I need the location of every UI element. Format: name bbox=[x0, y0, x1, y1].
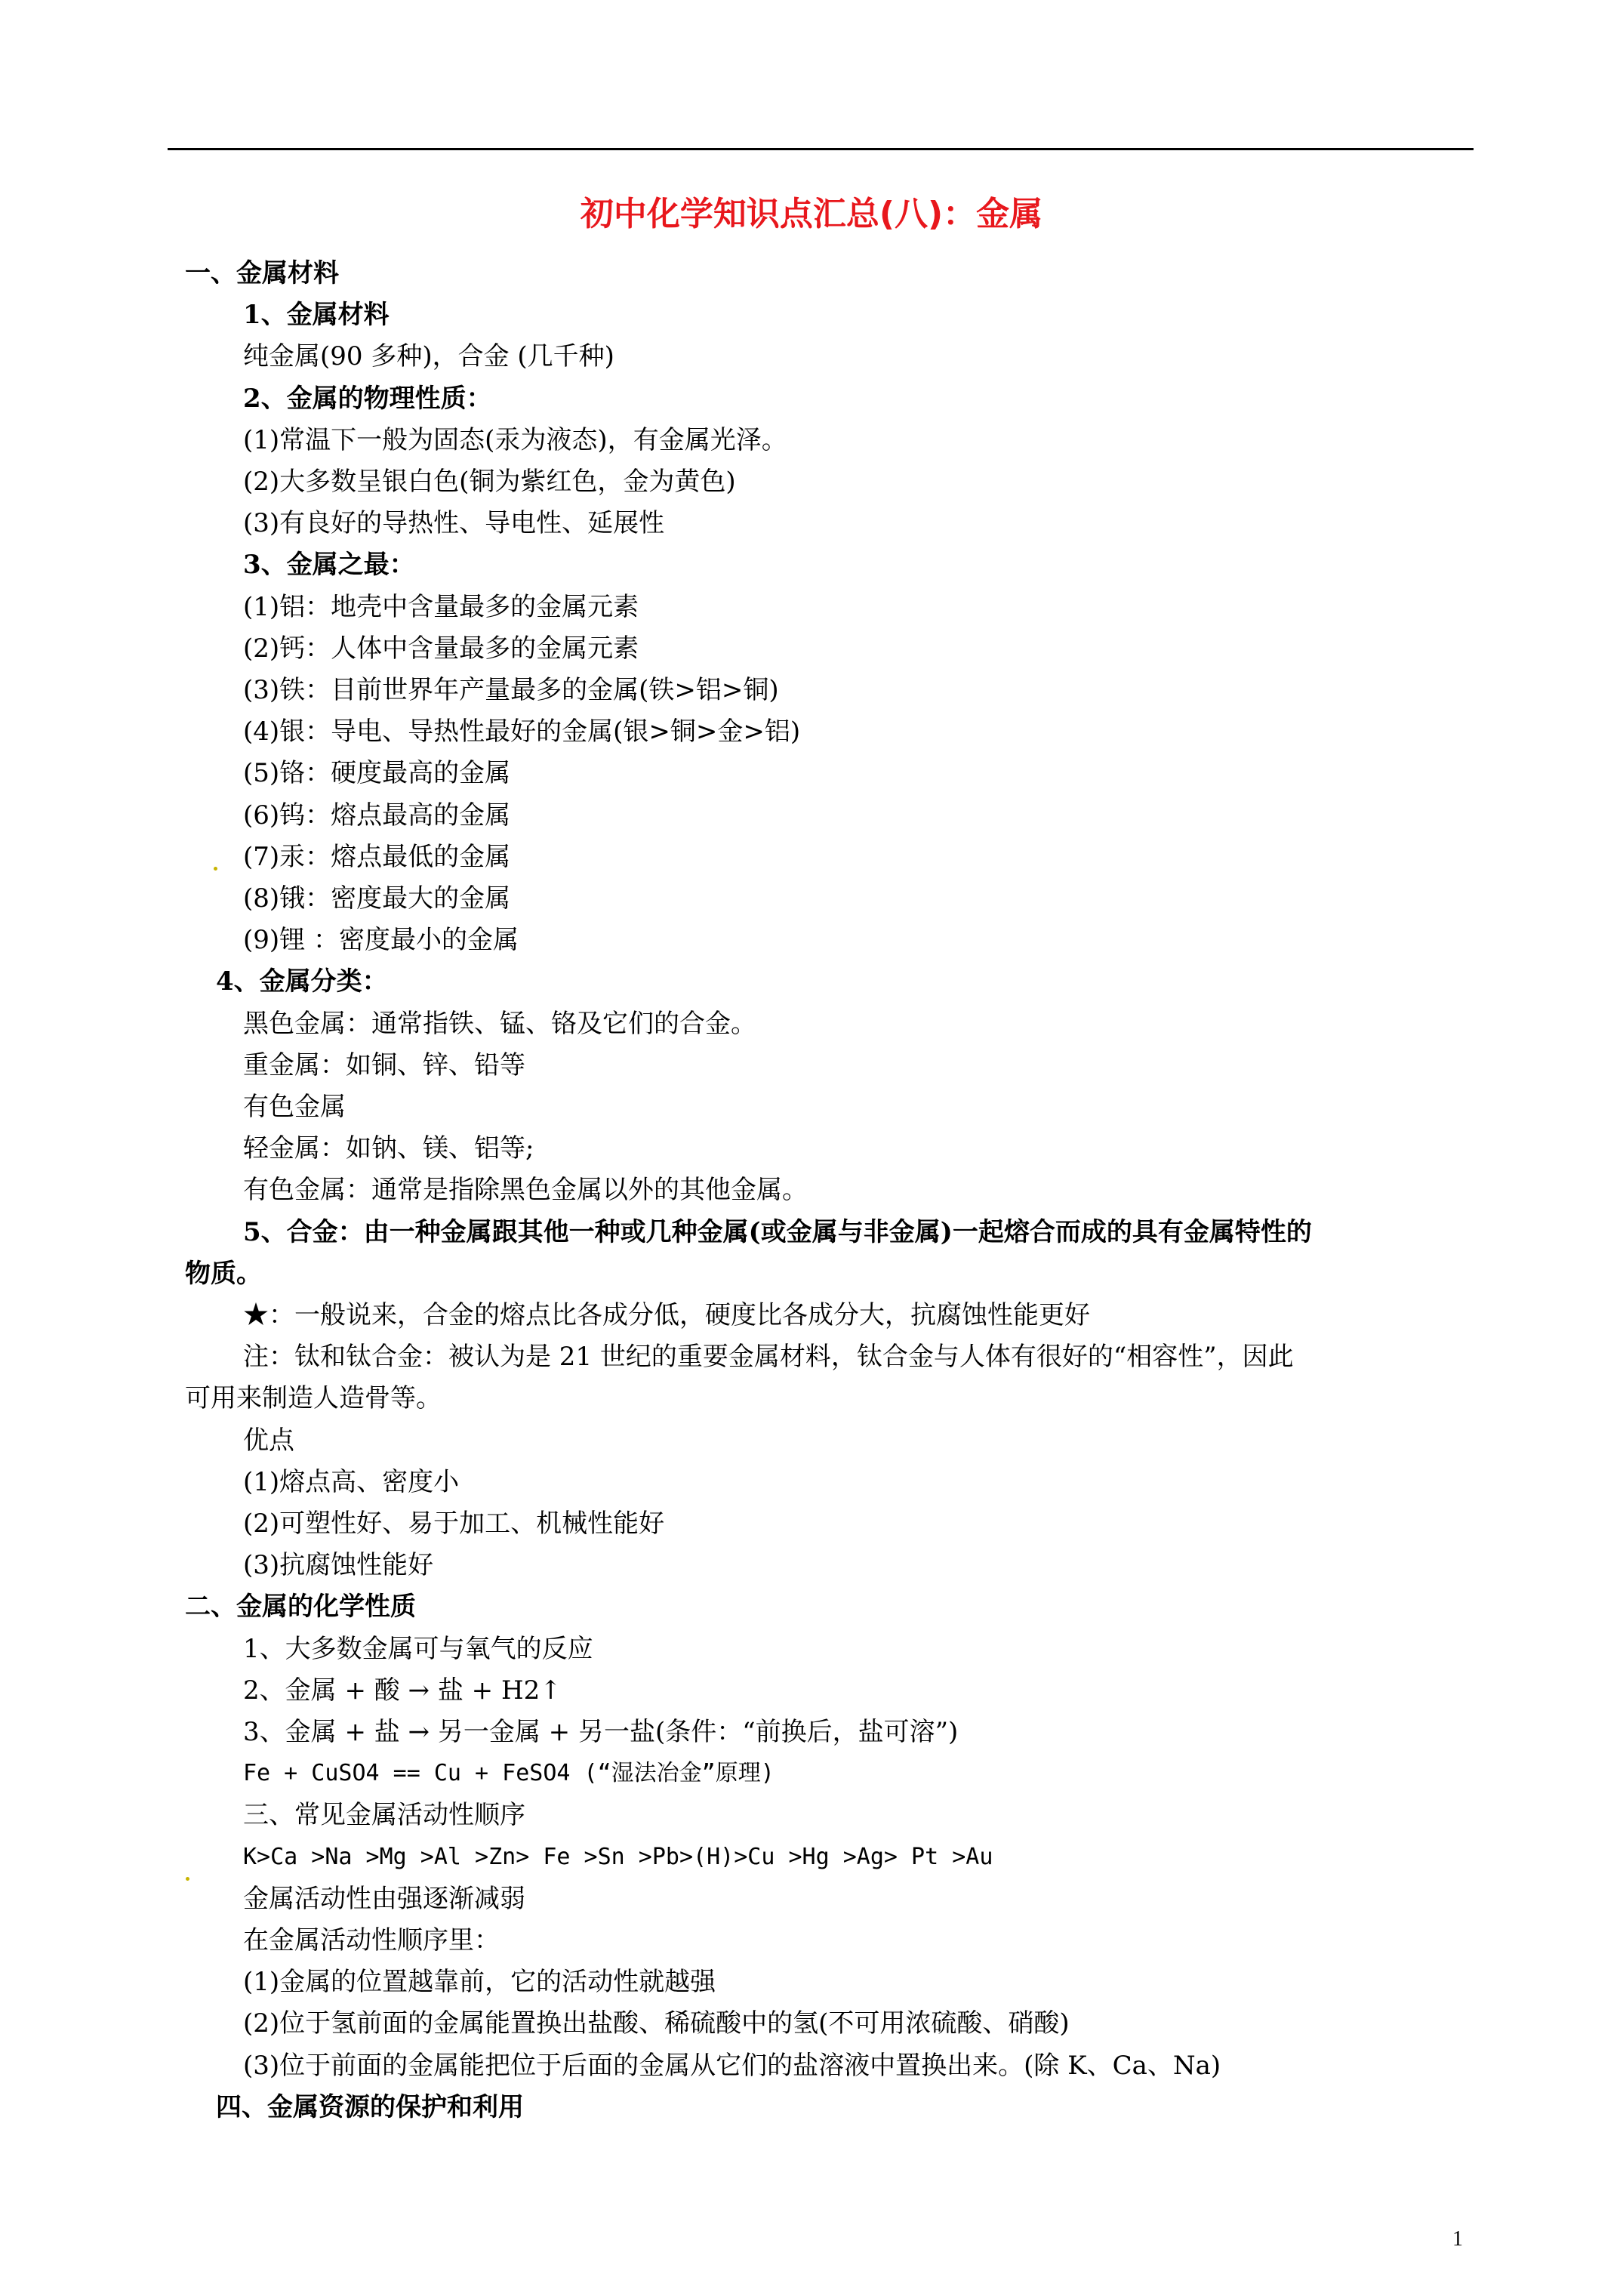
text-line: 2、金属 + 酸 → 盐 + H2↑ bbox=[243, 1675, 562, 1706]
text-line: 2、金属的物理性质： bbox=[243, 384, 492, 414]
text-line: 轻金属：如钠、镁、铝等; bbox=[243, 1133, 534, 1163]
text-line: 在金属活动性顺序里： bbox=[243, 1925, 500, 1955]
text-line: 1、金属材料 bbox=[243, 300, 390, 330]
text-line: 三、常见金属活动性顺序 bbox=[243, 1800, 525, 1830]
text-line: (3)位于前面的金属能把位于后面的金属从它们的盐溶液中置换出来。(除 K、Ca、Na) bbox=[243, 2051, 1221, 2081]
text-line: (7)汞：熔点最低的金属 bbox=[243, 842, 511, 872]
scan-dot bbox=[186, 1877, 189, 1881]
text-line: 注：钛和钛合金：被认为是 21 世纪的重要金属材料，钛合金与人体有很好的“相容性”，因此 bbox=[243, 1342, 1294, 1372]
text-line: (9)锂 ：密度最小的金属 bbox=[243, 925, 519, 955]
text-line: 3、金属 + 盐 → 另一金属 + 另一盐(条件：“前换后，盐可溶”) bbox=[243, 1717, 959, 1747]
text-line: (5)铬：硬度最高的金属 bbox=[243, 758, 511, 788]
text-line: 可用来制造人造骨等。 bbox=[185, 1383, 442, 1413]
text-line: 纯金属(90 多种)，合金 (几千种) bbox=[243, 341, 614, 371]
text-line: K>Ca >Na >Mg >Al >Zn> Fe >Sn >Pb>(H)>Cu >Hg >Ag> Pt >Au bbox=[243, 1844, 993, 1870]
text-line: 有色金属：通常是指除黑色金属以外的其他金属。 bbox=[243, 1175, 808, 1205]
text-line: (8)锇：密度最大的金属 bbox=[243, 883, 511, 914]
page-number: 1 bbox=[1452, 2227, 1463, 2251]
text-line: 金属活动性由强逐渐减弱 bbox=[243, 1884, 525, 1914]
scan-dot bbox=[214, 867, 217, 871]
page-title: 初中化学知识点汇总(八)：金属 bbox=[580, 195, 1043, 233]
text-line: (4)银：导电、导热性最好的金属(银>铜>金>铝) bbox=[243, 717, 801, 747]
text-line: (1)金属的位置越靠前，它的活动性就越强 bbox=[243, 1967, 716, 1997]
text-line: (3)抗腐蚀性能好 bbox=[243, 1550, 434, 1580]
text-line: 3、金属之最： bbox=[243, 550, 415, 580]
text-line: (2)可塑性好、易于加工、机械性能好 bbox=[243, 1509, 665, 1539]
text-line: (3)有良好的导热性、导电性、延展性 bbox=[243, 508, 665, 538]
text-line: (1)熔点高、密度小 bbox=[243, 1467, 460, 1497]
text-line: (2)钙：人体中含量最多的金属元素 bbox=[243, 633, 639, 664]
text-line: (2)位于氢前面的金属能置换出盐酸、稀硫酸中的氢(不可用浓硫酸、硝酸) bbox=[243, 2008, 1070, 2039]
text-line: 优点 bbox=[243, 1425, 294, 1456]
text-line: 1、大多数金属可与氧气的反应 bbox=[243, 1634, 593, 1664]
text-line: (1)常温下一般为固态(汞为液态)，有金属光泽。 bbox=[243, 425, 787, 455]
text-line: 5、合金：由一种金属跟其他一种或几种金属(或金属与非金属)一起熔合而成的具有金属特性的 bbox=[243, 1217, 1312, 1247]
text-line: (6)钨：熔点最高的金属 bbox=[243, 800, 511, 831]
text-line: Fe + CuSO4 == Cu + FeSO4 (“湿法冶金”原理) bbox=[243, 1760, 775, 1786]
text-line: (3)铁：目前世界年产量最多的金属(铁>铝>铜) bbox=[243, 675, 779, 705]
text-line: 重金属：如铜、锌、铅等 bbox=[243, 1050, 525, 1080]
header-rule bbox=[168, 148, 1474, 150]
text-line: 黑色金属：通常指铁、锰、铬及它们的合金。 bbox=[243, 1009, 756, 1039]
text-line: ★：一般说来，合金的熔点比各成分低，硬度比各成分大，抗腐蚀性能更好 bbox=[243, 1300, 1090, 1330]
text-line: 二、金属的化学性质 bbox=[185, 1592, 416, 1622]
text-line: 四、金属资源的保护和利用 bbox=[216, 2092, 524, 2122]
text-line: 有色金属 bbox=[243, 1092, 346, 1122]
text-line: (1)铝：地壳中含量最多的金属元素 bbox=[243, 592, 639, 622]
text-line: 一、金属材料 bbox=[185, 258, 339, 288]
text-line: (2)大多数呈银白色(铜为紫红色，金为黄色) bbox=[243, 467, 736, 497]
text-line: 物质。 bbox=[185, 1259, 262, 1289]
text-line: 4、金属分类： bbox=[216, 966, 388, 997]
